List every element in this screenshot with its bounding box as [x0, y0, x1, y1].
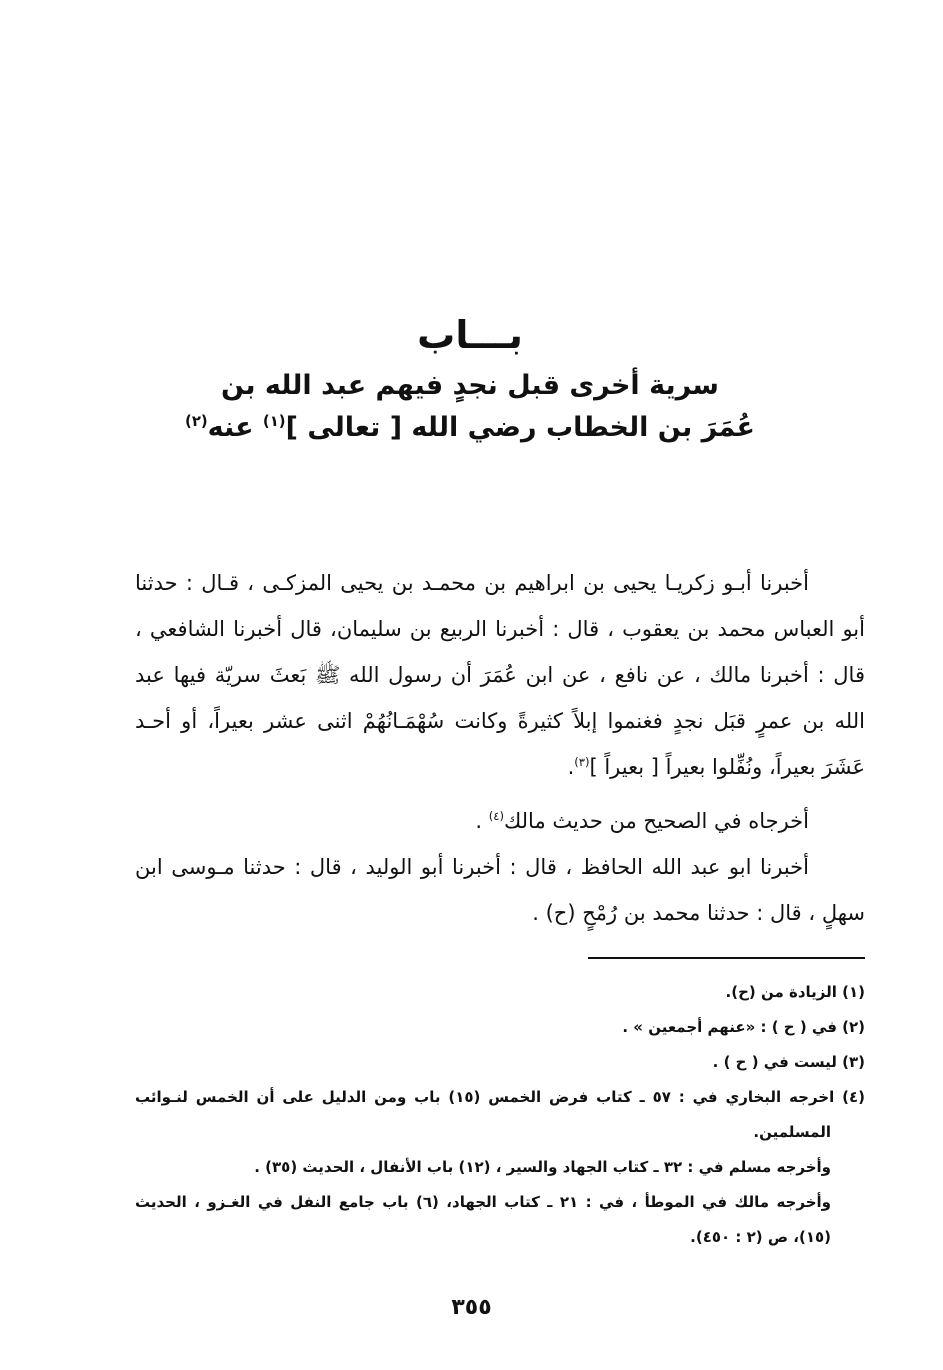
- footnote-ref-4: (٤): [488, 809, 504, 823]
- footnote-4-malik: وأخرجه مالك في الموطأ ، في : ٢١ ـ كتاب الجهاد، (٦) باب جامع النفل في الغـزو ، الحديث (١٥)، ص (٢ : ٤٥٠).: [135, 1193, 831, 1246]
- footnote-2: (٢) في ( ح ) : «عنهم أجمعين » .: [622, 1018, 865, 1036]
- footnote-4-muslim: وأخرجه مسلم في : ٣٢ ـ كتاب الجهاد والسير ، (١٢) باب الأنفال ، الحديث (٣٥) .: [254, 1158, 831, 1176]
- footnote-ref-2: (٢): [185, 412, 208, 430]
- chapter-title-line-2: [100, 407, 840, 449]
- main-text: [135, 560, 865, 936]
- footnotes: [135, 975, 865, 1255]
- chapter-heading: [100, 305, 840, 449]
- paragraph-3: أخبرنا ابو عبد الله الحافظ ، قال : أخبرنا أبو الوليد ، قال : حدثنا مـوسى ابن سهلٍ ، قال : حدثنا محمد بن رُمْحٍ (ح) .: [135, 855, 865, 925]
- footnote-separator: [588, 957, 865, 959]
- chapter-label: بـــاب: [417, 313, 523, 357]
- paragraph-2-end: .: [475, 809, 489, 833]
- paragraph-1-end: .: [567, 755, 575, 779]
- paragraph-1-text: أخبرنا أبـو زكريـا يحيى بن ابراهيم بن محمـد بن يحيى المزكـى ، قـال : حدثنا أبو العباس محمد بن يعقوب ، قال : أخبرنا الربيع بن سليمان، قال أخبرنا الشافعي ، قال : أخبرنا مالك ، عن نافع ، عن ابن عُمَرَ أن رسول الله ﷺ بَعثَ سريّة فيها عبد الله بن عمرٍ قبَل نجدٍ فغنموا إبلاً كثيرةً وكانت سُهْمَـانُهُمْ اثنى عشر بعيراً، أو أحـد عَشَرَ بعيراً، ونُفِّلوا بعيراً [ بعيراً ]: [135, 571, 865, 779]
- footnote-3: (٣) ليست في ( ح ) .: [712, 1053, 865, 1071]
- chapter-title-line-1: سرية أخرى قبل نجدٍ فيهم عبد الله بن: [221, 370, 719, 401]
- paragraph-2-text: أخرجاه في الصحيح من حديث مالك: [503, 809, 809, 833]
- footnote-1: (١) الزيادة من (ح).: [725, 983, 865, 1001]
- page-number: ٣٥٥: [451, 1295, 492, 1320]
- paragraph-2: [135, 798, 865, 844]
- chapter-title-line-2-text: عُمَرَ بن الخطاب رضي الله [ تعالى ]: [285, 412, 755, 443]
- footnote-ref-1: (١): [262, 412, 286, 430]
- footnote-4: (٤) اخرجه البخاري في : ٥٧ ـ كتاب فرض الخمس (١٥) باب ومن الدليل على أن الخمس لنـوائب المسلمين.: [135, 1088, 865, 1141]
- chapter-title-line-2-tail: عنه: [207, 412, 263, 443]
- footnote-ref-3: (٣): [574, 755, 590, 769]
- paragraph-1: [135, 560, 865, 790]
